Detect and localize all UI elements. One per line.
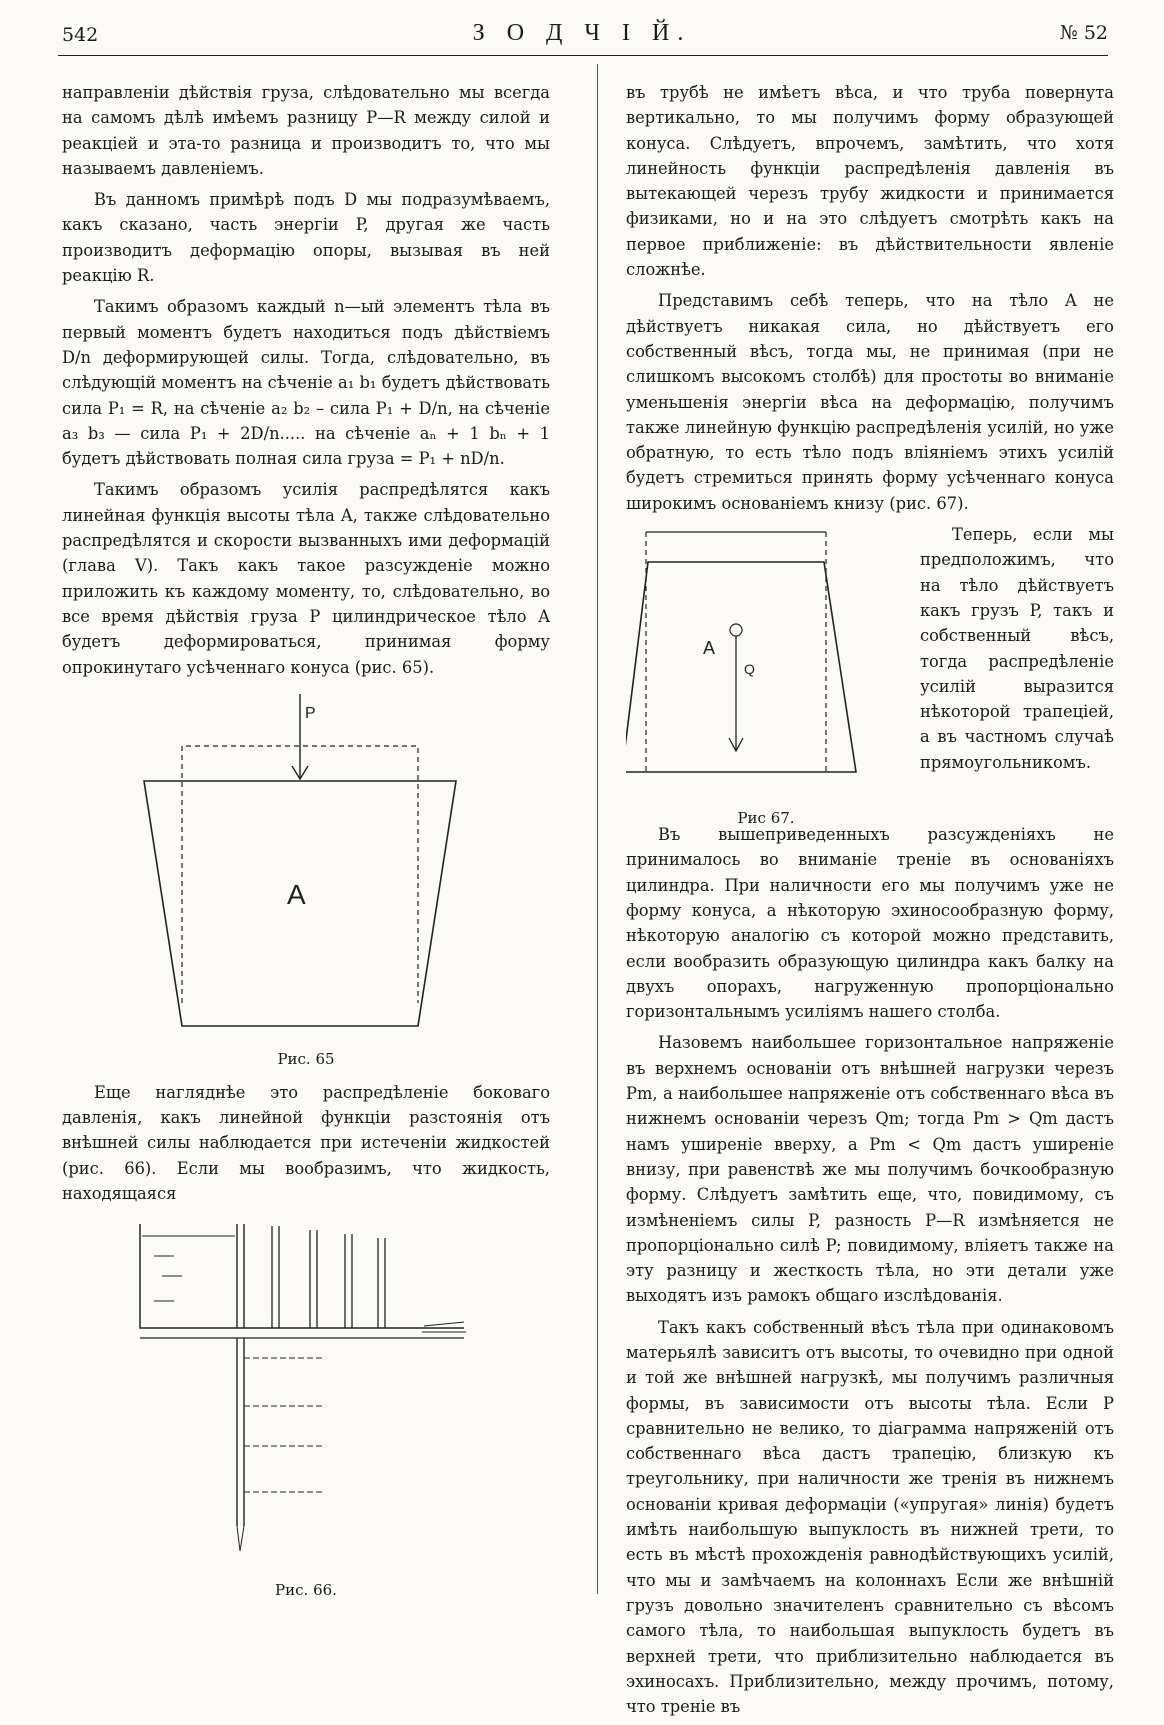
left-paragraph-5: Еще нагляднѣе это распредѣленіе боковаго давленія, какъ линейной функціи разстоянія отъ внѣшней силы наблюдается при истеченіи жидкостей (рис. 66). Если мы вообразимъ, что жидкость, находящаяся xyxy=(62,1082,550,1204)
figure-66 xyxy=(62,1216,550,1601)
left-paragraph-1: направленіи дѣйствія груза, слѣдовательно мы всегда на самомъ дѣлѣ имѣемъ разницу P—R между силой и реакціей и эта-то разница и производитъ то, что мы называемъ давленіемъ. xyxy=(62,83,550,178)
figure-67-label-q: Q xyxy=(744,661,755,678)
figure-66-caption: Рис. 66. xyxy=(275,1580,337,1599)
figure-67-label-a: A xyxy=(703,638,716,659)
header-rule xyxy=(58,55,1108,56)
right-column xyxy=(626,80,1114,1725)
figure-67-caption: Рис 67. xyxy=(737,809,795,828)
fraction-d-over-n: D/n xyxy=(62,347,92,367)
figure-65-drawing xyxy=(62,686,550,1036)
figure-65-label-p: P xyxy=(305,704,316,722)
left-paragraph-3 xyxy=(62,294,550,471)
figure-67 xyxy=(626,522,906,828)
left-paragraph-4: Такимъ образомъ усилія распредѣлятся какъ линейная функція высоты тѣла A, также слѣдовательно распредѣлятся и скорости вызванныхъ ими деформацій (глава V). Такъ какъ такое разсужденіе можно приложить къ каждому моменту, то, слѣдовательно, во все время дѣйствія груза P цилиндрическое тѣло A будетъ деформироваться, принимая форму опрокинутаго усѣченнаго конуса (рис. 65). xyxy=(62,480,550,677)
right-paragraph-3: Теперь, если мы предположимъ, что на тѣло дѣйствуетъ какъ грузъ P, такъ и собственный вѣсъ, тогда распредѣленіе усилій выразится нѣкоторой трапеціей, а въ частномъ случаѣ прямоугольникомъ. xyxy=(920,525,1114,772)
left-paragraph-3a: Такимъ образомъ каждый n—ый элементъ тѣла въ первый моментъ будетъ находиться подъ дѣйствіемъ xyxy=(62,297,550,342)
figure-65 xyxy=(62,686,550,1069)
left-paragraph-3b: деформирующей силы. Тогда, слѣдовательно, въ слѣдующій моментъ на сѣченіе a₁ b₁ будетъ дѣйствовать сила P₁ = R, на сѣченіе a₂ b₂ – сила P₁ + D/n, на сѣченіе a₃ b₃ — сила P₁ + 2D/n..... на сѣченіе aₙ + 1 bₙ + 1 будетъ дѣйствовать полная сила груза = P₁ + nD/n. xyxy=(62,347,550,469)
right-paragraph-6: Такъ какъ собственный вѣсъ тѣла при одинаковомъ матерьялѣ зависитъ отъ высоты, то очевидно при одной и той же внѣшней нагрузкѣ, мы получимъ различныя формы, въ зависимости отъ высоты тѣла. Если P сравнительно не велико, то діаграмма напряженій отъ собственнаго вѣса дастъ трапецію, близкую къ треугольнику, при наличности же тренія въ нижнемъ основаніи кривая деформаціи («упругая» линія) будетъ имѣть наибольшую выпуклость въ нижней трети, то есть въ мѣстѣ прохожденія равнодѣйствующихъ усилій, что мы и замѣчаемъ на колоннахъ Если же внѣшній грузъ довольно значителенъ сравнительно съ вѣсомъ самого тѣла, то наибольшая выпуклость будетъ въ верхней трети, что приблизительно наблюдается въ эхиносахъ. Приблизительно, между прочимъ, потому, что треніе въ xyxy=(626,1317,1114,1717)
page-header xyxy=(0,18,1164,52)
right-paragraph-4: Въ вышеприведенныхъ разсужденіяхъ не принималось во вниманіе треніе въ основаніяхъ цилиндра. При наличности его мы получимъ уже не форму конуса, а нѣкоторую эхиносообразную форму, нѣкоторую аналогію съ которой можно представить, если вообразить образующую цилиндра какъ балку на двухъ опорахъ, нагруженную пропорціонально горизонтальнымъ усиліямъ нашего столба. xyxy=(626,825,1114,1022)
right-paragraph-1: въ трубѣ не имѣетъ вѣса, и что труба повернута вертикально, то мы получимъ форму образующей конуса. Слѣдуетъ, впрочемъ, замѣтить, что хотя линейность функціи распредѣленія давленія въ вытекающей черезъ трубу жидкости и принимается физиками, но и на это слѣдуетъ смотрѣть какъ на первое приближеніе: въ дѣйствительности явленіе сложнѣе. xyxy=(626,83,1114,280)
page-number: 542 xyxy=(62,24,99,46)
figure-66-drawing xyxy=(62,1216,550,1566)
journal-title: З О Д Ч І Й. xyxy=(472,20,692,46)
issue-number: № 52 xyxy=(1059,22,1108,44)
figure-65-label-a: A xyxy=(287,878,306,910)
column-divider xyxy=(597,64,598,1594)
figure-67-wrap xyxy=(626,522,1114,828)
figure-65-caption: Рис. 65 xyxy=(277,1050,335,1069)
left-column xyxy=(62,80,550,1601)
left-paragraph-2: Въ данномъ примѣрѣ подъ D мы подразумѣваемъ, какъ сказано, часть энергіи P, другая же часть производитъ деформацію опоры, вызывая въ ней реакцію R. xyxy=(62,190,550,286)
right-paragraph-2: Представимъ себѣ теперь, что на тѣло A не дѣйствуетъ никакая сила, но дѣйствуетъ его собственный вѣсъ, тогда мы, не принимая (при не слишкомъ высокомъ столбѣ) для простоты во вниманіе уменьшенія энергіи вѣса на деформацію, получимъ также линейную функцію распредѣленія усилій, но уже обратную, то есть тѣло подъ вліяніемъ этихъ усилій будетъ стремиться принять форму усѣченнаго конуса широкимъ основаніемъ книзу (рис. 67). xyxy=(626,291,1114,513)
figure-67-drawing xyxy=(626,522,906,797)
right-paragraph-5: Назовемъ наибольшее горизонтальное напряженіе въ верхнемъ основаніи отъ внѣшней нагрузки черезъ Pm, а наибольшее напряженіе отъ собственнаго вѣса въ нижнемъ основаніи черезъ Qm; тогда Pm > Qm дастъ намъ уширеніе вверху, а Pm < Qm дастъ уширеніе внизу, при равенствѣ же мы получимъ бочкообразную форму. Слѣдуетъ замѣтить еще, что, повидимому, съ измѣненіемъ силы P, разность P—R измѣняется не пропорціонально силѣ P; повидимому, вліяетъ также на эту разницу и жесткость тѣла, но эти детали уже выходятъ изъ рамокъ общаго изслѣдованія. xyxy=(626,1033,1114,1306)
